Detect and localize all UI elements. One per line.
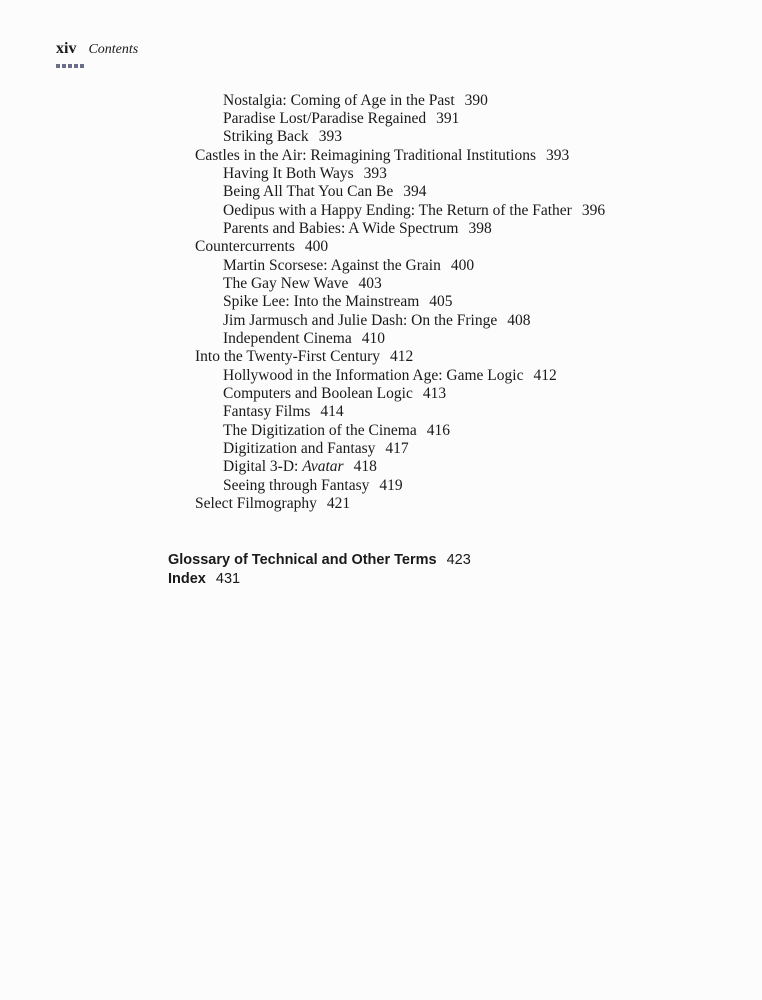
- toc-entry[interactable]: [223, 385, 446, 403]
- toc-entry-title: Martin Scorsese: Against the Grain: [223, 257, 441, 274]
- toc-entry-page: 416: [426, 422, 450, 439]
- toc-entry-title: Hollywood in the Information Age: Game Logic: [223, 367, 524, 384]
- toc-entry[interactable]: [223, 110, 459, 128]
- ornament-dot: [80, 64, 84, 68]
- toc-entry-page: 423: [446, 552, 471, 568]
- toc-entry-page: 410: [361, 330, 385, 347]
- toc-entry-page: 391: [436, 110, 460, 127]
- page-header: [56, 40, 138, 62]
- toc-entry[interactable]: [223, 220, 492, 238]
- toc-entry-glossary[interactable]: [168, 551, 471, 569]
- toc-entry-page: 393: [363, 165, 387, 182]
- toc-entry-title: Nostalgia: Coming of Age in the Past: [223, 92, 455, 109]
- toc-entry[interactable]: [223, 92, 488, 110]
- toc-entry-page: 400: [450, 257, 475, 274]
- toc-entry-page: 403: [358, 275, 382, 292]
- toc-entry-title: Glossary of Technical and Other Terms: [168, 552, 437, 568]
- page-number: xiv: [56, 40, 77, 57]
- ornament-dot: [74, 64, 78, 68]
- toc-entry-title: Fantasy Films: [223, 403, 311, 420]
- toc-entry[interactable]: [223, 367, 557, 385]
- toc-entry-title: Independent Cinema: [223, 330, 352, 347]
- toc-entry[interactable]: [223, 165, 387, 183]
- toc-entry-title: Seeing through Fantasy: [223, 477, 370, 494]
- toc-entry[interactable]: [223, 257, 474, 275]
- toc-entry-title: Having It Both Ways: [223, 165, 354, 182]
- toc-entry-title-italic: Avatar: [302, 458, 344, 475]
- toc-entry-page: 417: [385, 440, 409, 457]
- ornament-dot: [68, 64, 72, 68]
- toc-entry-title: Being All That You Can Be: [223, 183, 394, 200]
- ornament-dot: [56, 64, 60, 68]
- toc-entry-title: The Digitization of the Cinema: [223, 422, 417, 439]
- toc-entry[interactable]: [195, 495, 350, 513]
- toc-entry-page: 393: [318, 128, 342, 145]
- toc-entry-page: 413: [422, 385, 447, 402]
- toc-entry-page: 412: [533, 367, 557, 384]
- toc-entry[interactable]: [223, 293, 453, 311]
- toc-entry-title: Digital 3-D:: [223, 458, 299, 475]
- toc-entry-title: Castles in the Air: Reimagining Traditional Institutions: [195, 147, 536, 164]
- toc-entry[interactable]: [223, 312, 530, 330]
- toc-entry[interactable]: [223, 183, 426, 201]
- toc-entry-page: 393: [546, 147, 570, 164]
- toc-entry-index[interactable]: [168, 570, 240, 588]
- toc-entry[interactable]: [223, 477, 403, 495]
- header-dots-ornament: [56, 64, 84, 68]
- toc-entry-page: 394: [403, 183, 427, 200]
- toc-entry-title: Index: [168, 571, 206, 587]
- toc-entry-page: 421: [326, 495, 351, 512]
- toc-entry-title: Paradise Lost/Paradise Regained: [223, 110, 427, 127]
- toc-entry-page: 400: [304, 238, 329, 255]
- toc-entry[interactable]: [223, 202, 605, 220]
- toc-entry-page: 431: [215, 571, 241, 587]
- toc-entry[interactable]: [223, 422, 450, 440]
- toc-entry-title: Computers and Boolean Logic: [223, 385, 413, 402]
- toc-entry-page: 398: [468, 220, 492, 237]
- running-head: Contents: [88, 42, 139, 57]
- toc-entry[interactable]: [223, 403, 344, 421]
- toc-entry-page: 390: [464, 92, 488, 109]
- toc-entry-title: Spike Lee: Into the Mainstream: [223, 293, 420, 310]
- toc-entry[interactable]: [223, 330, 385, 348]
- toc-entry-page: 419: [379, 477, 403, 494]
- toc-entry[interactable]: [223, 458, 377, 476]
- toc-entry-title: Oedipus with a Happy Ending: The Return of the Father: [223, 202, 572, 219]
- toc-entry-page: 412: [390, 348, 414, 365]
- toc-entry[interactable]: [195, 348, 413, 366]
- toc-entry-title: Striking Back: [223, 128, 309, 145]
- toc-entry-page: 396: [581, 202, 606, 219]
- toc-entry[interactable]: [223, 440, 409, 458]
- toc-entry[interactable]: [223, 128, 342, 146]
- toc-entry-title: Countercurrents: [195, 238, 295, 255]
- toc-entry-page: 418: [353, 458, 377, 475]
- toc-entry[interactable]: [195, 147, 569, 165]
- toc-entry[interactable]: [223, 275, 382, 293]
- ornament-dot: [62, 64, 66, 68]
- toc-entry-title: The Gay New Wave: [223, 275, 349, 292]
- toc-entry-title: Into the Twenty-First Century: [195, 348, 381, 365]
- toc-entry-title: Digitization and Fantasy: [223, 440, 376, 457]
- toc-entry-page: 405: [429, 293, 453, 310]
- toc-entry-page: 414: [320, 403, 344, 420]
- toc-entry-page: 408: [507, 312, 531, 329]
- toc-entry-title: Jim Jarmusch and Julie Dash: On the Fringe: [223, 312, 498, 329]
- toc-entry-title: Parents and Babies: A Wide Spectrum: [223, 220, 459, 237]
- toc-entry[interactable]: [195, 238, 328, 256]
- toc-entry-title: Select Filmography: [195, 495, 317, 512]
